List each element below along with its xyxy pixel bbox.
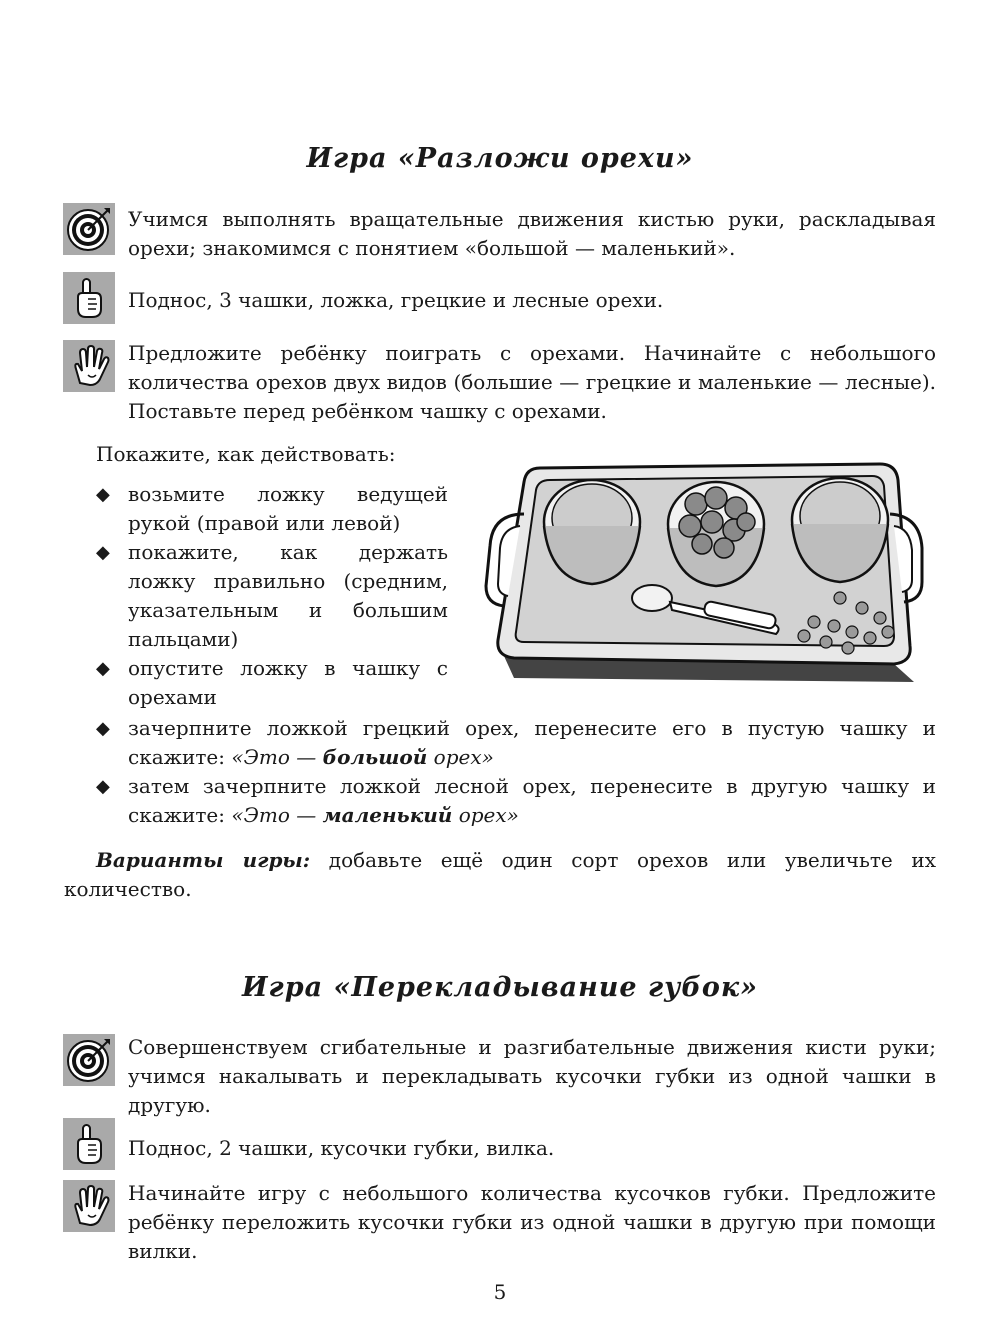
bullet-diamond-icon: ◆	[96, 484, 110, 505]
show-intro: Покажите, как действовать:	[96, 442, 396, 466]
target-icon	[63, 203, 115, 255]
bullet-diamond-icon: ◆	[96, 542, 110, 563]
bullet-diamond-icon: ◆	[96, 718, 110, 739]
section-1-instructions: Предложите ребёнку поиграть с орехами. Начинайте с небольшого количества орехов двух видов (большие — грецкие и маленькие — лесные). Поставьте перед ребёнком чашку с орехами.	[128, 341, 936, 423]
variants: Варианты игры: добавьте ещё один сорт орехов или увеличьте их количество.	[64, 848, 936, 901]
page-number: 5	[493, 1280, 507, 1304]
open-hand-icon	[63, 340, 115, 392]
section-2-goal: Совершенствуем сгибательные и разгибательные движения кисти руки; учимся накалывать и перекладывать кусочки губки из одной чашки в другую.	[128, 1035, 936, 1117]
bullet-diamond-icon: ◆	[96, 776, 110, 797]
section-1-materials: Поднос, 3 чашки, ложка, грецкие и лесные орехи.	[128, 288, 664, 312]
section-2-materials: Поднос, 2 чашки, кусочки губки, вилка.	[128, 1136, 555, 1160]
section-2-instructions: Начинайте игру с небольшого количества кусочков губки. Предложите ребёнку переложить кусочки губки из одной чашки в другую при помощи вилки.	[128, 1181, 936, 1263]
step-3: опустите ложку в чашку с орехами	[128, 656, 448, 709]
step-4: зачерпните ложкой грецкий орех, перенесите его в пустую чашку и скажите: «Это — большой орех»	[128, 716, 936, 769]
pointing-finger-icon	[63, 1118, 115, 1170]
tray-illustration	[484, 456, 924, 692]
step-2: покажите, как держать ложку правильно (средним, указательным и большим пальцами)	[128, 540, 448, 651]
section-1-title: Игра «Разложи орехи»	[306, 143, 694, 174]
section-2-title: Игра «Перекладывание губок»	[242, 972, 758, 1003]
step-1: возьмите ложку ведущей рукой (правой или левой)	[128, 482, 448, 535]
open-hand-icon	[63, 1180, 115, 1232]
target-icon	[63, 1034, 115, 1086]
pointing-finger-icon	[63, 272, 115, 324]
step-5: затем зачерпните ложкой лесной орех, перенесите в другую чашку и скажите: «Это — маленький орех»	[128, 774, 936, 827]
bullet-diamond-icon: ◆	[96, 658, 110, 679]
section-1-goal: Учимся выполнять вращательные движения кистью руки, раскладывая орехи; знакомимся с понятием «большой — маленький».	[128, 207, 936, 260]
